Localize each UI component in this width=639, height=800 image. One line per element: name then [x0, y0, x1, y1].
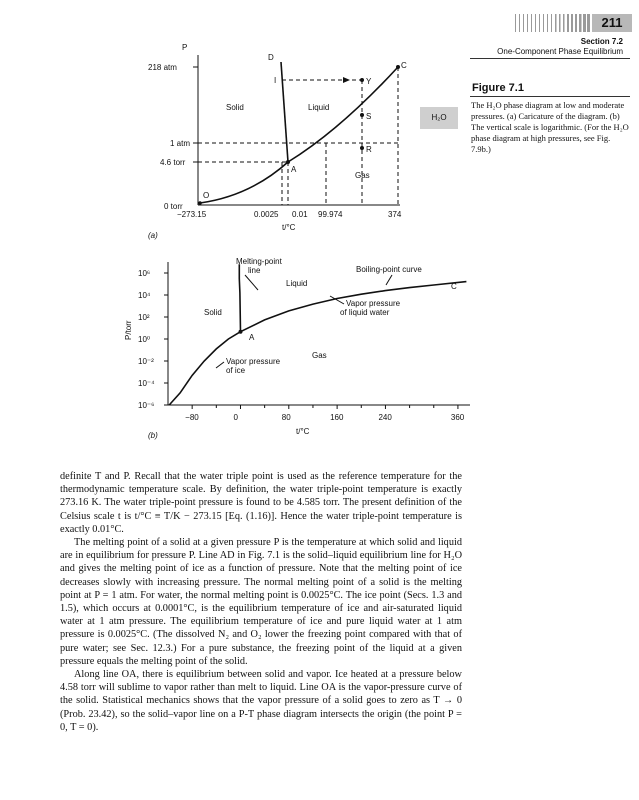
diagram-b-boiling-label: Boiling-point curve	[356, 265, 422, 274]
label-point-d: D	[268, 53, 274, 62]
region-liquid-a: Liquid	[308, 103, 330, 112]
diagram-a-xtick-critical: 374	[388, 210, 402, 219]
diagram-b-triple-point	[238, 330, 242, 334]
diagram-b-x-label: t/°C	[296, 427, 310, 436]
diagram-a-xtick-0-0025: 0.0025	[254, 210, 279, 219]
label-point-r: R	[366, 145, 372, 154]
diagram-a-xtick-abs-zero: −273.15	[177, 210, 207, 219]
diagram-b-xtick-label: 160	[330, 413, 344, 422]
diagram-b-ytick-label: 10⁴	[138, 291, 151, 300]
diagram-b-ytick-label: 10⁻⁶	[138, 401, 155, 410]
label-point-o: O	[203, 191, 210, 200]
diagram-b-vapor-liquid-label-2: of liquid water	[340, 308, 390, 317]
diagram-a-ytick-4torr: 4.6 torr	[160, 158, 186, 167]
paragraph-triple-point: definite T and P. Recall that the water triple point is used as the reference temperature for the thermodynamic temperature scale. By definition, the water triple-point temperature is exactly 273.16 K. The water triple-point pressure is found to be 4.585 torr. The present definition of the Celsius scale t is t/°C ≡ T/K − 273.15 [Eq. (1.16)]. Hence the water triple-point temperature is exactly 0.01°C.	[60, 471, 462, 535]
diagram-b-melting-label: Melting-point	[236, 257, 282, 266]
diagram-b-series-2	[239, 264, 240, 332]
diagram-b-melting-label-2: line	[248, 266, 261, 275]
diagram-b-xtick-label: 0	[233, 413, 238, 422]
diagram-b-melting-leader	[245, 275, 258, 290]
paragraph-melting-point: The melting point of a solid at a given pressure P is the temperature at which solid and liquid are in equilibrium for pressure P. Line AD in Fig. 7.1 is the solid–liquid equilibrium line for H₂O and gives the melting point of ice as a function of pressure. Note that the melting point of ice decreases slowly with increasing pressure. The normal melting point of a solid is the melting point at P = 1 atm. For water, the normal melting point is 0.0025°C. The ice point (Secs. 1.3 and 1.5), which occurs at 0.0001°C, is the equilibrium temperature of ice and air-saturated liquid water at 1 atm pressure. The equilibrium temperature of ice and pure liquid water at 1 atm pressure is 0.0025°C. (The dissolved N₂ and O₂ lower the freezing point compared with that of pure water; see Sec. 12.3.) For a pure substance, the freezing point of the liquid at a given pressure equals the melting point of the solid.	[60, 537, 462, 667]
label-point-s: S	[366, 112, 372, 121]
diagram-b-xtick-label: −80	[185, 413, 199, 422]
diagram-b-panel-label: (b)	[148, 431, 158, 440]
diagram-b-vapor-ice-leader	[216, 362, 224, 368]
diagram-b-region-liquid: Liquid	[286, 279, 308, 288]
diagram-b-y-label: P/torr	[124, 320, 133, 340]
diagram-b-xtick-label: 240	[378, 413, 392, 422]
region-gas-a: Gas	[355, 171, 370, 180]
diagram-b-region-solid: Solid	[204, 308, 222, 317]
paragraph-sublimation: Along line OA, there is equilibrium between solid and vapor. Ice heated at a pressure below 4.58 torr will sublime to vapor rather than melt to liquid. Line OA is the vapor-pressure curve of the solid. Statistical mechanics shows that the vapor pressure of a solid goes to zero as T → 0 (Prob. 23.42), so the solid–vapor line on a P-T phase diagram intersects the origin (the point P = 0, T = 0).	[60, 669, 462, 733]
diagram-b-region-gas: Gas	[312, 351, 327, 360]
label-point-i: I	[274, 76, 277, 85]
diagram-a-ytick-0torr: 0 torr	[164, 202, 183, 211]
diagram-b-ytick-label: 10⁻⁴	[138, 379, 155, 388]
diagram-a-panel-label: (a)	[148, 231, 158, 240]
diagram-b-xtick-label: 80	[281, 413, 291, 422]
section-title: One-Component Phase Equilibrium	[497, 47, 623, 56]
label-point-a-a: A	[291, 165, 297, 174]
diagram-b-vapor-liquid-label: Vapor pressure	[346, 299, 401, 308]
diagram-b-vapor-ice-label: Vapor pressure	[226, 357, 281, 366]
diagram-a-x-label: t/°C	[282, 223, 296, 232]
figure-label: Figure 7.1	[472, 82, 524, 94]
diagram-a-y-label: P	[182, 43, 188, 52]
label-point-c-a: C	[401, 61, 407, 70]
diagram-b-vapor-ice-label-2: of ice	[226, 366, 246, 375]
diagram-a-ytick-218atm: 218 atm	[148, 63, 177, 72]
diagram-a-xtick-0-01: 0.01	[292, 210, 308, 219]
substance-tag: H₂O	[420, 107, 458, 129]
diagram-b-point-a: A	[249, 333, 255, 342]
diagram-b-boiling-leader	[386, 275, 392, 285]
region-solid-a: Solid	[226, 103, 244, 112]
section-number: Section 7.2	[580, 37, 623, 46]
diagram-a-xtick-boiling: 99.974	[318, 210, 343, 219]
diagram-b-ytick-label: 10⁻²	[138, 357, 154, 366]
figure-caption: The H₂O phase diagram at low and moderate pressures. (a) Caricature of the diagram. (b) The vertical scale is logarithmic. (For the H₂O phase diagram at high pressures, see Fig. 7.9b.)	[471, 100, 629, 154]
diagram-b-ytick-label: 10⁶	[138, 269, 151, 278]
diagram-b-xtick-label: 360	[450, 413, 465, 422]
diagram-b-ytick-label: 10²	[138, 313, 150, 322]
label-point-y: Y	[366, 77, 372, 86]
diagram-b-ytick-label: 10⁰	[138, 335, 151, 344]
diagram-b-point-c: C	[451, 282, 457, 291]
diagram-a-ytick-1atm: 1 atm	[170, 139, 191, 148]
page-number: 211	[592, 14, 632, 32]
body-text	[60, 470, 462, 734]
